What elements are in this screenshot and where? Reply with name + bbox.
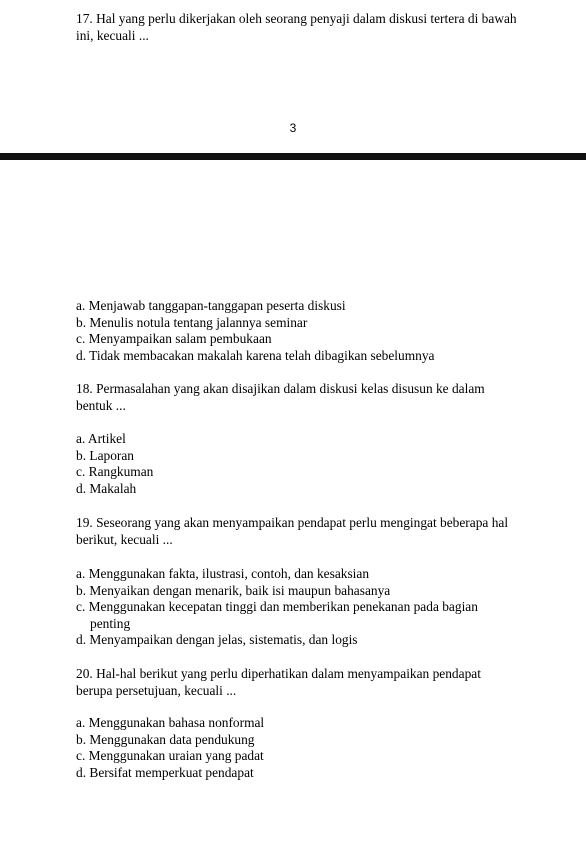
option-17-b: b. Menulis notula tentang jalannya seminar [76,314,308,330]
option-19-c: c. Menggunakan kecepatan tinggi dan memberikan penekanan pada bagian [76,599,478,614]
page-number: 3 [289,121,297,135]
option-20-a: a. Menggunakan bahasa nonformal [76,715,265,730]
question-20-options [76,715,566,781]
option-17-c: c. Menyampaikan salam pembukaan [76,331,272,346]
question-19-line-1: 19. Seseorang yang akan menyampaikan pendapat perlu mengingat beberapa hal [76,515,509,530]
question-18-line-1: 18. Permasalahan yang akan disajikan dalam diskusi kelas disusun ke dalam [76,381,485,396]
question-19 [76,515,566,548]
question-19-line-2: berikut, kecuali ... [76,531,173,547]
question-17-options [76,298,566,364]
question-20-line-1: 20. Hal-hal berikut yang perlu diperhatikan dalam menyampaikan pendapat [76,666,481,681]
option-19-d: d. Menyampaikan dengan jelas, sistematis, dan logis [76,632,358,647]
option-20-b: b. Menggunakan data pendukung [76,731,255,747]
question-20-line-2: berupa persetujuan, kecuali ... [76,682,237,698]
option-20-c: c. Menggunakan uraian yang padat [76,748,264,763]
question-19-options [76,566,566,649]
question-18-options [76,431,566,497]
option-19-b: b. Menyaikan dengan menarik, baik isi maupun bahasanya [76,582,391,598]
question-20 [76,666,566,699]
question-17-line-1: 17. Hal yang perlu dikerjakan oleh seorang penyaji dalam diskusi tertera di bawah [76,11,517,26]
option-19-a: a. Menggunakan fakta, ilustrasi, contoh, dan kesaksian [76,566,370,581]
option-19-c-continued: penting [90,615,131,631]
option-18-d: d. Makalah [76,480,137,496]
option-20-d: d. Bersifat memperkuat pendapat [76,764,254,780]
page-separator [0,153,586,160]
question-18-line-2: bentuk ... [76,397,126,413]
question-18 [76,381,566,414]
question-17-line-2: ini, kecuali ... [76,27,149,43]
question-17 [76,11,566,44]
option-17-d: d. Tidak membacakan makalah karena telah dibagikan sebelumnya [76,347,435,363]
option-18-b: b. Laporan [76,447,135,463]
option-17-a: a. Menjawab tanggapan-tanggapan peserta diskusi [76,298,346,313]
option-18-a: a. Artikel [76,431,126,446]
option-18-c: c. Rangkuman [76,464,154,479]
